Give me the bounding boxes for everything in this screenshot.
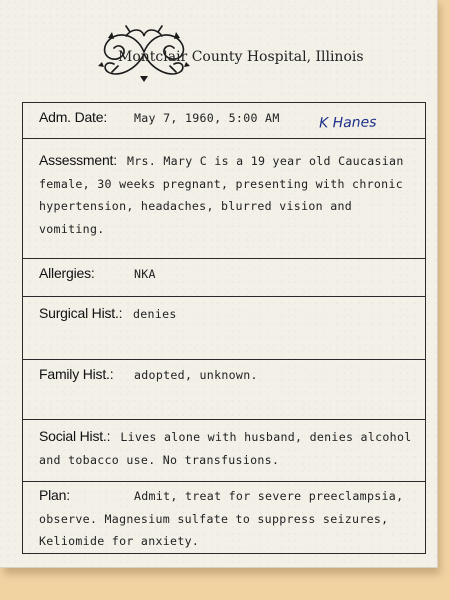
plan-label: Plan: <box>39 487 70 503</box>
assessment-label: Assessment: <box>39 152 117 168</box>
hospital-name: Montclair County Hospital, Illinois <box>118 49 364 65</box>
row-assessment <box>23 139 425 259</box>
surgical-history-value: denies <box>133 307 177 321</box>
row-social-history <box>23 420 425 482</box>
admission-form <box>22 102 426 554</box>
admission-date-value: May 7, 1960, 5:00 AM <box>134 111 280 125</box>
assessment-value: Mrs. Mary C is a 19 year old Caucasian female, 30 weeks pregnant, presenting with chronic hypertension, headaches, blurred vision and vomiting. <box>39 154 404 236</box>
physician-signature: K Hanes <box>318 114 377 132</box>
row-allergies <box>23 259 425 297</box>
social-history-value: Lives alone with husband, denies alcohol and tobacco use. No transfusions. <box>39 430 412 467</box>
plan-block <box>39 484 415 553</box>
family-history-label: Family Hist.: <box>39 366 114 382</box>
admission-date-label: Adm. Date: <box>39 109 108 125</box>
row-admission-date <box>23 103 425 139</box>
assessment-block <box>39 149 415 240</box>
surgical-history-label: Surgical Hist.: <box>39 305 123 321</box>
plan-value: Admit, treat for severe preeclampsia, observe. Magnesium sulfate to suppress seizures, Keliomide for anxiety. <box>39 489 404 548</box>
row-family-history <box>23 360 425 420</box>
family-history-value: adopted, unknown. <box>134 368 258 382</box>
social-history-label: Social Hist.: <box>39 428 111 444</box>
row-surgical-history <box>23 297 425 360</box>
allergies-value: NKA <box>134 267 156 281</box>
row-plan <box>23 482 425 553</box>
social-history-block <box>39 425 415 471</box>
allergies-label: Allergies: <box>39 265 95 281</box>
